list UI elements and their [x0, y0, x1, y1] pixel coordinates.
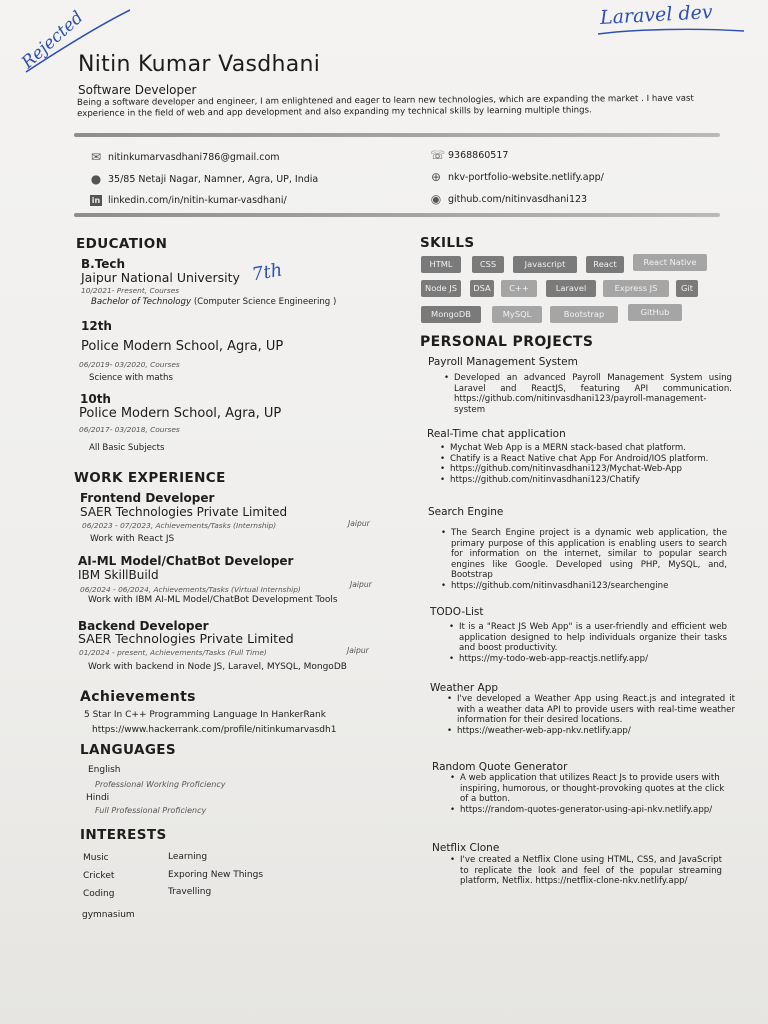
bullet-text[interactable]: https://github.com/nitinvasdhani123/Mychat-Web-App — [450, 464, 683, 475]
btech-branch: (Computer Science Engineering ) — [193, 297, 337, 307]
linkedin-icon: in — [91, 196, 101, 205]
institution-jnu: Jaipur National University — [81, 270, 240, 285]
project-title-todo: TODO-List — [430, 606, 484, 618]
languages-heading: LANGUAGES — [80, 742, 177, 758]
globe-icon: ⊕ — [430, 170, 442, 184]
10th-dates: 06/2017- 03/2018, Courses — [79, 425, 180, 434]
profile-summary: Being a software developer and engineer, I am enlightened and eager to learn new technologies, which are expanding the market . I have vast experience in the field of web and app development and also expanding my technical skills by learning multiple things. — [77, 93, 694, 119]
skill-tag: Node JS — [421, 280, 461, 297]
interests-heading: INTERESTS — [80, 827, 167, 843]
project-title-quotes: Random Quote Generator — [432, 761, 568, 773]
work-heading: WORK EXPERIENCE — [74, 470, 226, 486]
degree-btech: B.Tech — [81, 257, 126, 271]
bullet-text[interactable]: https://my-todo-web-app-reactjs.netlify.app/ — [459, 653, 648, 664]
website-text[interactable]: nkv-portfolio-website.netlify.app/ — [448, 172, 604, 183]
language-hindi-level: Full Professional Proficiency — [95, 806, 207, 815]
12th-detail: Science with maths — [89, 373, 173, 383]
skill-tag: HTML — [421, 256, 461, 273]
project-bullets-netflix: • I've created a Netflix Clone using HTML, CSS, and JavaScript to replicate the look and feel of the popular streaming platform, Netflix. https://netflix-clone-nkv.netlify.app/ — [450, 855, 722, 887]
phone-icon: ☏ — [430, 148, 446, 162]
skill-tag: DSA — [470, 280, 494, 297]
bullet-text: Chatify is a React Native chat App For Android/IOS platform. — [450, 453, 709, 464]
contact-github[interactable] — [430, 194, 587, 205]
job-role-aiml: AI-ML Model/ChatBot Developer — [78, 554, 294, 568]
mail-icon: ✉ — [90, 150, 102, 164]
interest-item: gymnasium — [82, 910, 135, 920]
interest-item: Exporing New Things — [168, 870, 264, 880]
skill-tag: Javascript — [513, 256, 577, 273]
bullet-text[interactable]: https://github.com/nitinvasdhani123/Chatify — [450, 474, 640, 485]
skill-tag: Express JS — [603, 280, 669, 297]
project-bullets-payroll: • Developed an advanced Payroll Management System using Laravel and ReactJS, featuring API communication. https://github.com/nitinvasdhani123/payroll-management- system — [444, 373, 732, 415]
project-bullets-weather: • I've developed a Weather App using React.js and integrated it with a weather data API to provide users with real-time weather information for their desired locations. • https://weather-web-app-nkv.netlify.app/ — [447, 694, 735, 736]
bullet-text: I've developed a Weather App using React.js and integrated it with a weather data API to provide users with real-time weather information for their desired locations. — [457, 694, 735, 726]
skill-tag: React Native — [633, 254, 707, 271]
language-hindi: Hindi — [86, 793, 110, 803]
project-bullets-todo: • It is a "React JS Web App" is a user-friendly and efficient web application designed to help individuals organize their tasks and boost productivity. • https://my-todo-web-app-reactjs.netlify.app/ — [449, 622, 727, 664]
skill-tag: MongoDB — [421, 306, 481, 323]
bullet-text[interactable]: https://weather-web-app-nkv.netlify.app/ — [457, 725, 631, 736]
phone-text: 9368860517 — [448, 150, 509, 161]
contact-phone — [430, 150, 508, 161]
job-dates-backend: 01/2024 - present, Achievements/Tasks (Full Time) — [79, 648, 267, 657]
job-location-backend: Jaipur — [347, 646, 369, 655]
12th-dates: 06/2019- 03/2020, Courses — [79, 360, 180, 369]
institution-12th: Police Modern School, Agra, UP — [81, 339, 284, 354]
skill-tag: C++ — [501, 280, 537, 297]
btech-detail — [91, 297, 336, 307]
bullet-text[interactable]: https://github.com/nitinvasdhani123/searchengine — [451, 580, 669, 591]
achievements-heading: Achievements — [80, 689, 196, 705]
bullet-text: A web application that utilizes React Js to provide users with inspiring, humorous, or thought-provoking quotes at the click of a button. — [460, 773, 725, 805]
job-desc-backend: Work with backend in Node JS, Laravel, MYSQL, MongoDB — [88, 662, 347, 672]
skill-tag: CSS — [472, 256, 504, 273]
btech-program: Bachelor of Technology — [91, 297, 192, 307]
github-icon: ◉ — [430, 192, 442, 206]
skills-heading: SKILLS — [420, 235, 475, 251]
bullet-text: It is a "React JS Web App" is a user-friendly and efficient web application designed to help individuals organize their tasks and boost productivity. — [459, 622, 727, 654]
rejected-annotation: Rejected — [18, 7, 88, 73]
job-company-saer-2: SAER Technologies Private Limited — [78, 631, 294, 646]
contact-linkedin[interactable] — [90, 195, 287, 206]
institution-10th: Police Modern School, Agra, UP — [79, 406, 282, 421]
bullet-text: Mychat Web App is a MERN stack-based chat platform. — [450, 443, 686, 453]
job-company-ibm: IBM SkillBuild — [78, 568, 159, 582]
job-role-backend: Backend Developer — [78, 619, 209, 633]
job-desc-aiml: Work with IBM AI-ML Model/ChatBot Development Tools — [88, 595, 338, 605]
education-heading: EDUCATION — [76, 236, 168, 252]
bullet-text: The Search Engine project is a dynamic web application, the primary purpose of this application is enabling users to search for information on the internet, similar to popular search engines like Google. Developed using PHP, MySQL, and, Bootstrap — [451, 528, 727, 581]
language-english: English — [88, 765, 121, 775]
linkedin-text[interactable]: linkedin.com/in/nitin-kumar-vasdhani/ — [108, 195, 287, 206]
project-title-netflix: Netflix Clone — [432, 842, 500, 854]
bullet-text[interactable]: https://random-quotes-generator-using-api-nkv.netlify.app/ — [460, 804, 713, 815]
candidate-title: Software Developer — [78, 83, 197, 97]
job-dates-frontend: 06/2023 - 07/2023, Achievements/Tasks (Internship) — [82, 521, 277, 530]
language-english-level: Professional Working Proficiency — [95, 780, 226, 789]
interest-item: Travelling — [168, 887, 212, 897]
address-text: 35/85 Netaji Nagar, Namner, Agra, UP, India — [108, 174, 319, 185]
achievement-link[interactable]: https://www.hackerrank.com/profile/nitinkumarvasdh1 — [92, 725, 337, 735]
map-pin-icon: ● — [90, 172, 102, 186]
github-text[interactable]: github.com/nitinvasdhani123 — [448, 194, 588, 205]
job-location-frontend: Jaipur — [348, 519, 370, 528]
project-bullets-quotes: • A web application that utilizes React Js to provide users with inspiring, humorous, or thought-provoking quotes at the click of a button. • https://random-quotes-generator-using-api-nkv.netlify.app/ — [450, 773, 732, 815]
bullet-text: Developed an advanced Payroll Management System using Laravel and ReactJS, featuring API communication. https://github.com/nitinvasdhani123/payroll-management- system — [454, 373, 732, 415]
project-bullets-chat: • Mychat Web App is a MERN stack-based chat platform. • Chatify is a React Native chat App For Android/IOS platform. • https://github.com/nitinvasdhani123/Mychat-Web-App • https://github.com/nitinvasdhani123/Chatify — [440, 443, 709, 485]
skill-tag: Laravel — [546, 280, 596, 297]
skill-tag: Git — [676, 280, 698, 297]
contact-address — [90, 174, 318, 185]
job-company-saer-1: SAER Technologies Private Limited — [80, 505, 288, 519]
btech-dates: 10/2021- Present, Courses — [81, 286, 180, 295]
email-text: nitinkumarvasdhani786@gmail.com — [108, 152, 280, 163]
10th-detail: All Basic Subjects — [89, 443, 165, 453]
skill-tag: MySQL — [492, 306, 542, 323]
skill-tag: React — [586, 256, 624, 273]
skill-tag: Bootstrap — [550, 306, 618, 323]
achievement-text: 5 Star In C++ Programming Language In HankerRank — [84, 710, 326, 720]
contact-divider — [74, 213, 720, 217]
rank-note-annotation: 7th — [250, 259, 284, 286]
candidate-name: Nitin Kumar Vasdhani — [78, 52, 321, 77]
job-dates-aiml: 06/2024 - 06/2024, Achievements/Tasks (Virtual Internship) — [80, 585, 301, 594]
contact-website[interactable] — [430, 172, 604, 183]
bullet-text: I've created a Netflix Clone using HTML, CSS, and JavaScript to replicate the look and feel of the popular streaming platform, Netflix. https://netflix-clone-nkv.netlify.app/ — [460, 855, 722, 887]
interest-item: Music — [83, 853, 109, 863]
project-title-weather: Weather App — [430, 682, 499, 694]
contact-email — [90, 152, 280, 163]
projects-heading: PERSONAL PROJECTS — [420, 334, 594, 350]
interest-item: Learning — [168, 852, 208, 862]
header-divider — [74, 133, 720, 137]
project-title-chat: Real-Time chat application — [427, 428, 566, 440]
degree-10th: 10th — [80, 392, 111, 406]
project-title-payroll: Payroll Management System — [428, 356, 578, 368]
job-location-aiml: Jaipur — [350, 580, 372, 589]
job-desc-frontend: Work with React JS — [90, 534, 175, 544]
interest-item: Cricket — [83, 871, 115, 881]
job-role-frontend: Frontend Developer — [80, 491, 215, 505]
skill-tag: GitHub — [628, 304, 682, 321]
project-bullets-search: • The Search Engine project is a dynamic web application, the primary purpose of this application is enabling users to search for information on the internet, similar to popular search engines like Google. Developed using PHP, MySQL, and, Bootstrap • https://github.com/nitinvasdhani123/searchengine — [441, 528, 727, 591]
role-note-underline — [596, 26, 746, 38]
interest-item: Coding — [83, 889, 115, 899]
degree-12th: 12th — [81, 319, 112, 333]
role-note-annotation: Laravel dev — [599, 1, 714, 29]
project-title-search: Search Engine — [428, 506, 504, 518]
